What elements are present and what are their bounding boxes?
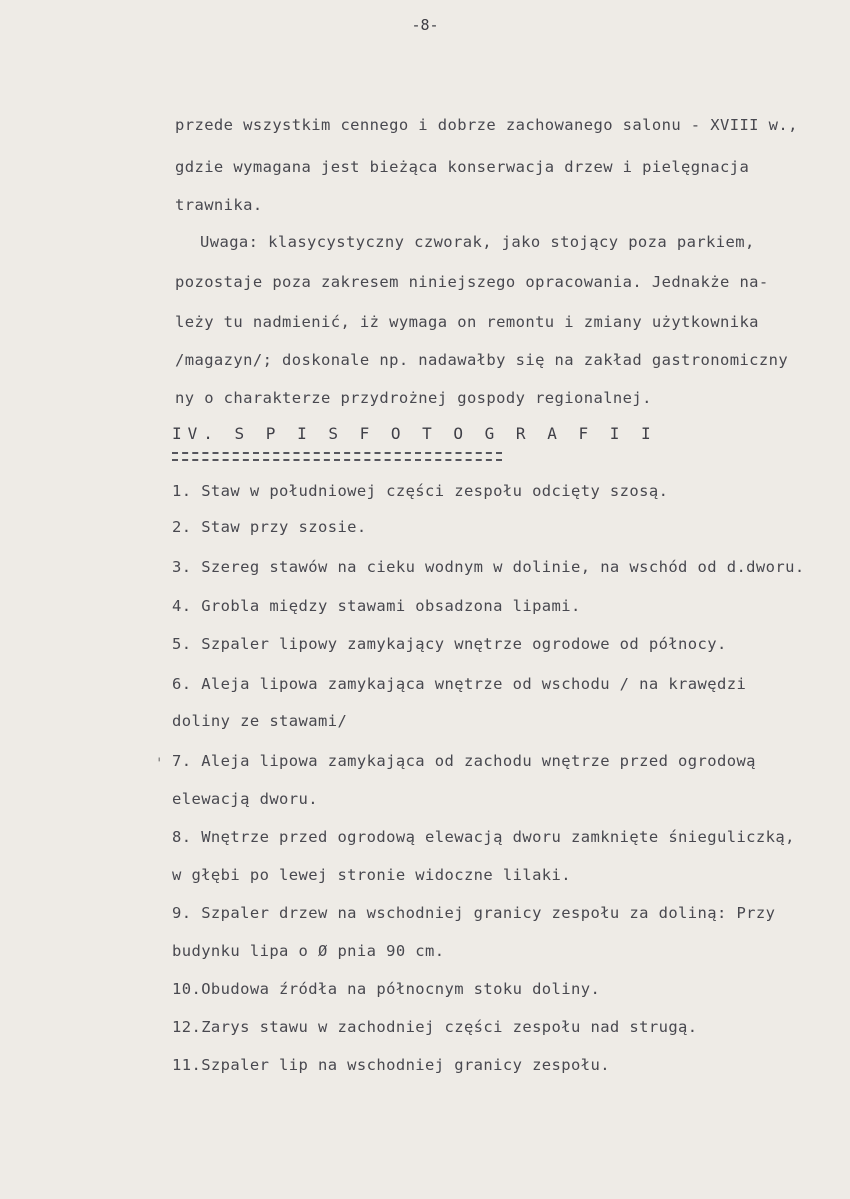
list-item: 11.Szpaler lip na wschodniej granicy zespołu. bbox=[172, 1056, 610, 1074]
list-item-continuation: w głębi po lewej stronie widoczne lilaki. bbox=[172, 866, 572, 884]
section-heading: IV. S P I S F O T O G R A F I I bbox=[172, 424, 657, 443]
paragraph-line: trawnika. bbox=[175, 196, 263, 214]
paragraph-line: leży tu nadmienić, iż wymaga on remontu i zmiany użytkownika bbox=[175, 313, 759, 331]
list-item-continuation: elewacją dworu. bbox=[172, 790, 318, 808]
paragraph-line: Uwaga: klasycystyczny czworak, jako stojący poza parkiem, bbox=[200, 233, 755, 251]
list-item: 2. Staw przy szosie. bbox=[172, 518, 367, 536]
list-item-continuation: budynku lipa o Ø pnia 90 cm. bbox=[172, 942, 445, 960]
list-item-continuation: doliny ze stawami/ bbox=[172, 712, 348, 730]
paragraph-line: /magazyn/; doskonale np. nadawałby się na zakład gastronomiczny bbox=[175, 351, 789, 369]
paragraph-line: gdzie wymagana jest bieżąca konserwacja drzew i pielęgnacja bbox=[175, 158, 750, 176]
heading-underline bbox=[172, 452, 502, 461]
list-item: 9. Szpaler drzew na wschodniej granicy zespołu za doliną: Przy bbox=[172, 904, 776, 922]
list-item: 12.Zarys stawu w zachodniej części zespołu nad strugą. bbox=[172, 1018, 698, 1036]
page-number: -8- bbox=[411, 16, 439, 34]
list-item: 3. Szereg stawów na cieku wodnym w dolinie, na wschód od d.dworu. bbox=[172, 558, 805, 576]
list-item: 5. Szpaler lipowy zamykający wnętrze ogrodowe od północy. bbox=[172, 635, 727, 653]
list-item: 8. Wnętrze przed ogrodową elewacją dworu zamknięte śnieguliczką, bbox=[172, 828, 795, 846]
list-item: 7. Aleja lipowa zamykająca od zachodu wnętrze przed ogrodową bbox=[172, 752, 756, 770]
paragraph-line: ny o charakterze przydrożnej gospody regionalnej. bbox=[175, 389, 652, 407]
margin-mark: ' bbox=[155, 756, 164, 772]
paragraph-line: pozostaje poza zakresem niniejszego opracowania. Jednakże na- bbox=[175, 273, 769, 291]
paragraph-line: przede wszystkim cennego i dobrze zachowanego salonu - XVIII w., bbox=[175, 116, 798, 134]
list-item: 4. Grobla między stawami obsadzona lipami. bbox=[172, 597, 581, 615]
list-item: 1. Staw w południowej części zespołu odcięty szosą. bbox=[172, 482, 669, 500]
list-item: 10.Obudowa źródła na północnym stoku doliny. bbox=[172, 980, 601, 998]
list-item: 6. Aleja lipowa zamykająca wnętrze od wschodu / na krawędzi bbox=[172, 675, 747, 693]
